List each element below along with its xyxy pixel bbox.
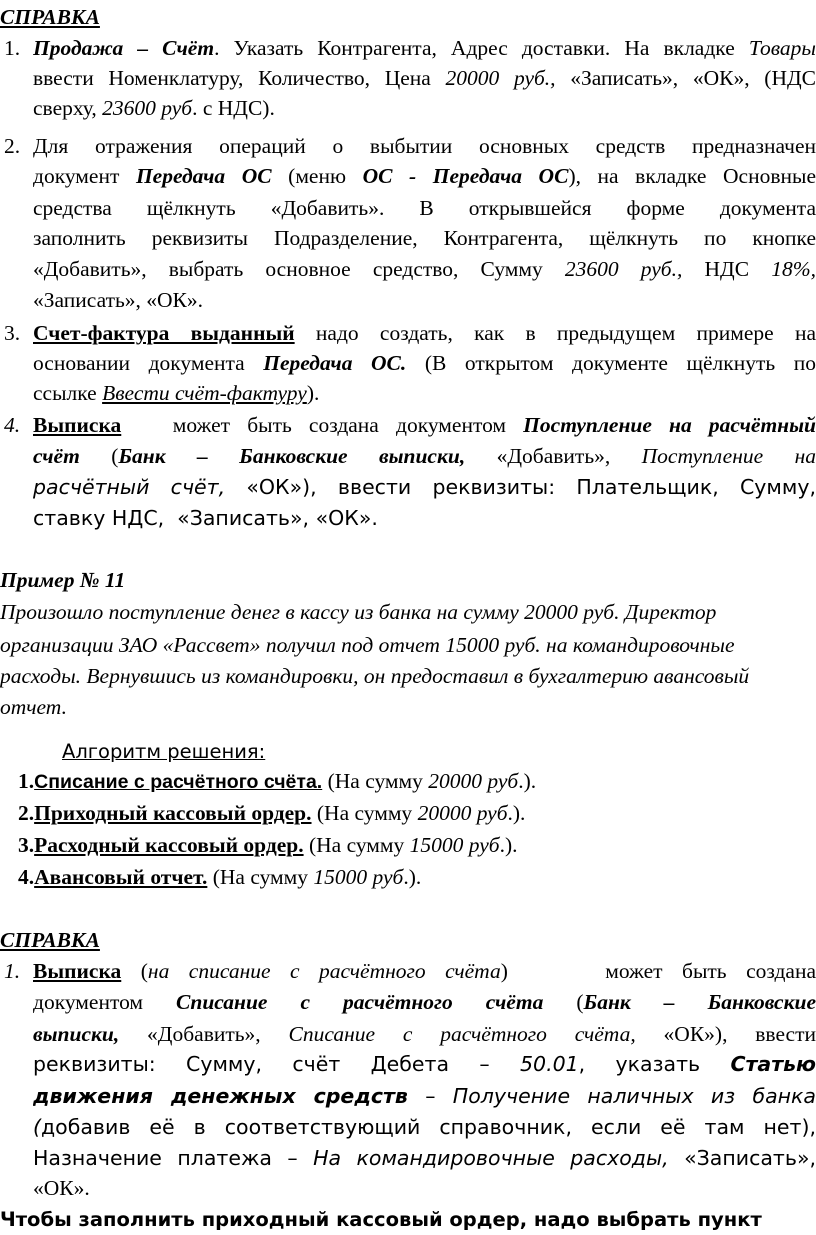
list-item-line: Для отражения операций о выбытии основных средств предназначен — [33, 134, 816, 158]
list-item-line: реквизиты: Сумму, счёт Дебета – 50.01, указать Статью — [33, 1052, 816, 1076]
list-item-line: документом Списание с расчётного счёта (Банк – Банковские — [33, 990, 816, 1014]
list-item-line: движения денежных средств – Получение наличных из банка — [33, 1084, 816, 1108]
example-title: Пример № 11 — [0, 568, 126, 592]
section-title: СПРАВКА — [0, 928, 100, 952]
algorithm-step: 1.Списание с расчётного счёта. (На сумму 20000 руб.). — [18, 769, 537, 793]
example-text-line: Произошло поступление денег в кассу из банка на сумму 20000 руб. Директор — [0, 600, 717, 624]
section-title: СПРАВКА — [0, 5, 100, 29]
list-item-line: расчётный счёт, «ОК»), ввести реквизиты: Плательщик, Сумму, — [33, 475, 816, 499]
list-item-line: ссылке Ввести счёт-фактуру). — [33, 381, 320, 405]
list-item-line: «Добавить», выбрать основное средство, Сумму 23600 руб., НДС 18%, — [33, 257, 816, 281]
list-number: 4. — [4, 413, 21, 437]
list-item-line: документ Передача ОС (меню ОС - Передача ОС), на вкладке Основные — [33, 164, 816, 188]
list-item-line: (добавив её в соответствующий справочник, если её там нет), — [33, 1115, 816, 1139]
example-text-line: отчет. — [0, 695, 67, 719]
list-number: 2. — [4, 134, 21, 158]
list-item-line: основании документа Передача ОС. (В открытом документе щёлкнуть по — [33, 351, 816, 375]
algorithm-step: 3.Расходный кассовый ордер. (На сумму 15000 руб.). — [18, 833, 518, 857]
footer-text: Чтобы заполнить приходный кассовый ордер, надо выбрать пункт — [0, 1208, 762, 1231]
list-item-line: счёт (Банк – Банковские выписки, «Добавить», Поступление на — [33, 444, 816, 468]
list-item-line: выписки, «Добавить», Списание с расчётного счёта, «ОК»), ввести — [33, 1022, 816, 1046]
algorithm-step: 4.Авансовый отчет. (На сумму 15000 руб.). — [18, 865, 422, 889]
list-item-line: Выписка (на списание с расчётного счёта) может быть создана — [33, 959, 816, 983]
list-item-line: «Записать», «ОК». — [33, 288, 204, 312]
example-text-line: организации ЗАО «Рассвет» получил под отчет 15000 руб. на командировочные — [0, 633, 735, 657]
list-item-line: сверху, 23600 руб. с НДС). — [33, 96, 275, 120]
example-text-line: расходы. Вернувшись из командировки, он предоставил в бухгалтерию авансовый — [0, 664, 750, 688]
algorithm-title: Алгоритм решения: — [62, 740, 266, 763]
list-item-line: Назначение платежа – На командировочные расходы, «Записать», — [33, 1146, 816, 1170]
list-number: 1. — [4, 959, 21, 983]
list-item-line: Выписка может быть создана документом Поступление на расчётный — [33, 413, 816, 437]
list-item-line: ввести Номенклатуру, Количество, Цена 20000 руб., «Записать», «ОК», (НДС — [33, 66, 816, 90]
list-number: 3. — [4, 321, 21, 345]
list-item-line: Счет-фактура выданный надо создать, как в предыдущем примере на — [33, 321, 816, 345]
list-number: 1. — [4, 36, 21, 60]
list-item-line: заполнить реквизиты Подразделение, Контрагента, щёлкнуть по кнопке — [33, 226, 816, 250]
list-item-line: ставку НДС, «Записать», «ОК». — [33, 506, 378, 530]
list-item-line: «ОК». — [33, 1176, 90, 1200]
list-item-line: Продажа – Счёт. Указать Контрагента, Адрес доставки. На вкладке Товары — [33, 36, 816, 60]
list-item-line: средства щёлкнуть «Добавить». В открывшейся форме документа — [33, 196, 816, 220]
algorithm-step: 2.Приходный кассовый ордер. (На сумму 20000 руб.). — [18, 801, 526, 825]
